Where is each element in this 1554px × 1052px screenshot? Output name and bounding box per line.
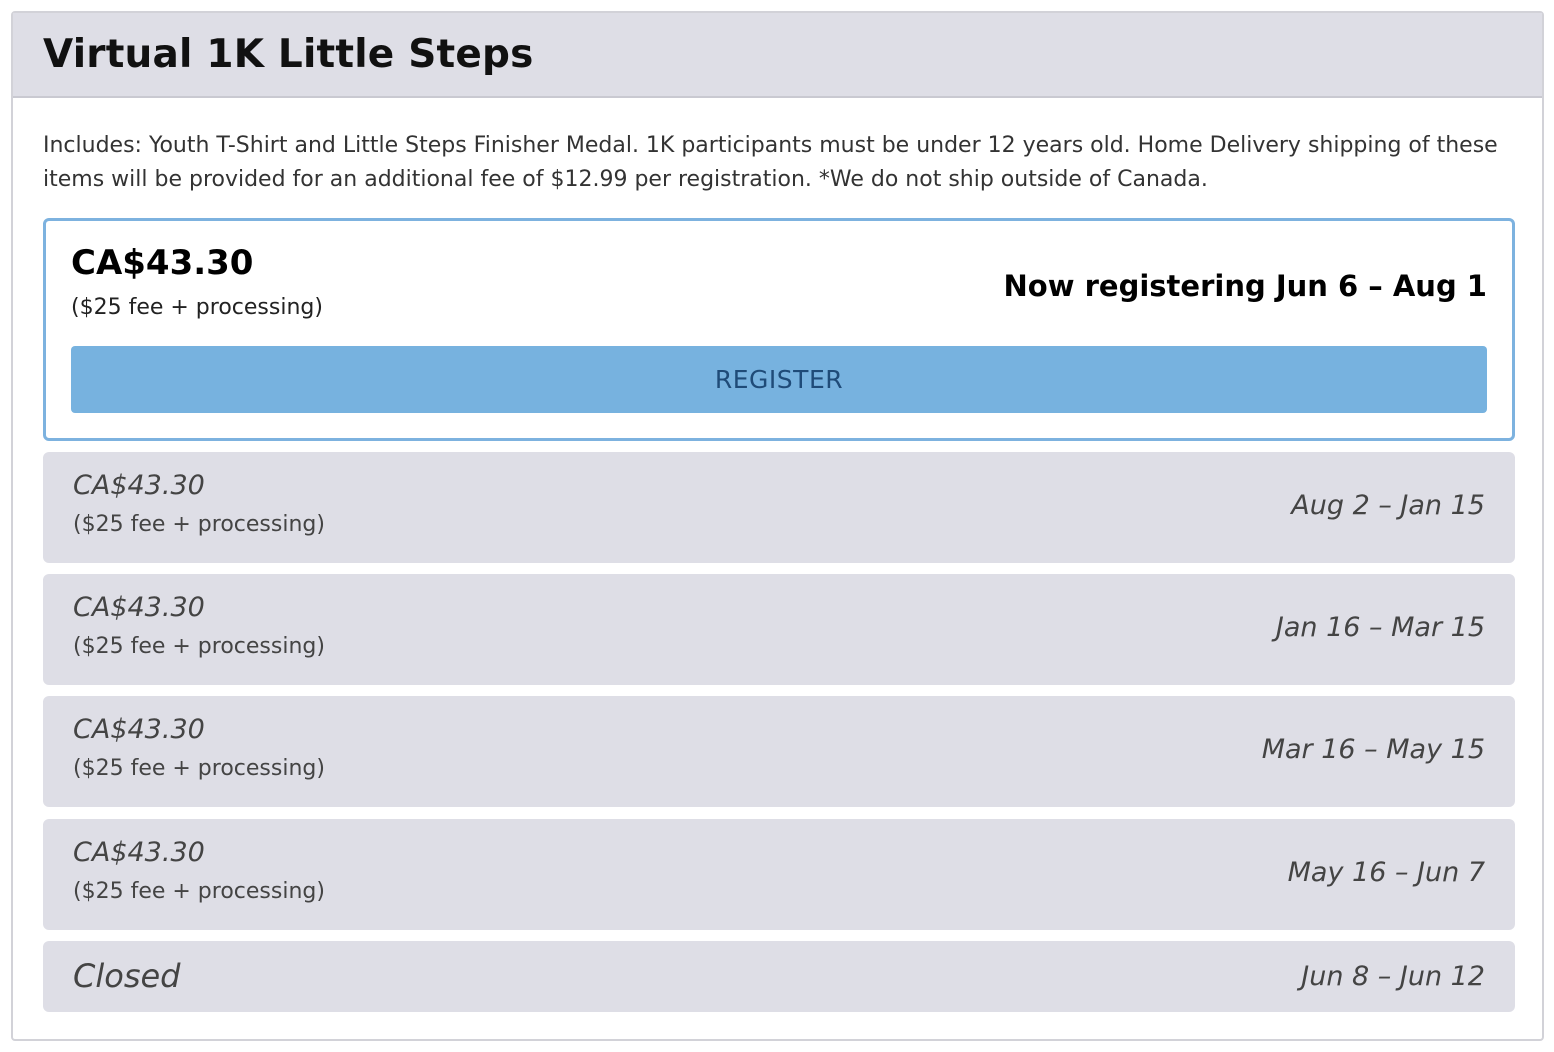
tier-fee-note: ($25 fee + processing) — [71, 295, 323, 320]
future-price-tier — [43, 819, 1515, 930]
tier-fee-note: ($25 fee + processing) — [73, 634, 325, 659]
active-price-tier — [43, 218, 1515, 441]
tier-fee-note: ($25 fee + processing) — [73, 756, 325, 781]
tier-period: May 16 – Jun 7 — [1287, 857, 1485, 888]
closed-price-tier — [43, 941, 1515, 1012]
tier-price: CA$43.30 — [73, 592, 205, 623]
future-price-tier — [43, 696, 1515, 807]
event-description: Includes: Youth T-Shirt and Little Steps Finisher Medal. 1K participants must be under 12 years old. Home Delivery shipping of these items will be provided for an additional fee of $12.99 per registration. *We do not ship outside of Canada. — [43, 133, 1498, 192]
tier-fee-note: ($25 fee + processing) — [73, 512, 325, 537]
tier-period: Jan 16 – Mar 15 — [1275, 612, 1485, 643]
event-title: Virtual 1K Little Steps — [43, 32, 534, 77]
tier-period: Aug 2 – Jan 15 — [1291, 490, 1485, 521]
tier-fee-note: ($25 fee + processing) — [73, 879, 325, 904]
future-price-tier — [43, 574, 1515, 685]
tier-period: Now registering Jun 6 – Aug 1 — [1003, 269, 1487, 303]
tier-price: CA$43.30 — [73, 837, 205, 868]
tier-price: CA$43.30 — [73, 714, 205, 745]
closed-label: Closed — [73, 957, 181, 995]
tier-price: CA$43.30 — [73, 470, 205, 501]
register-button[interactable]: REGISTER — [71, 346, 1487, 413]
future-price-tier — [43, 452, 1515, 563]
registration-card — [11, 11, 1544, 1041]
tier-period: Jun 8 – Jun 12 — [1301, 961, 1485, 992]
tier-period: Mar 16 – May 15 — [1261, 734, 1485, 765]
card-header — [13, 13, 1542, 98]
tier-price: CA$43.30 — [71, 243, 254, 283]
